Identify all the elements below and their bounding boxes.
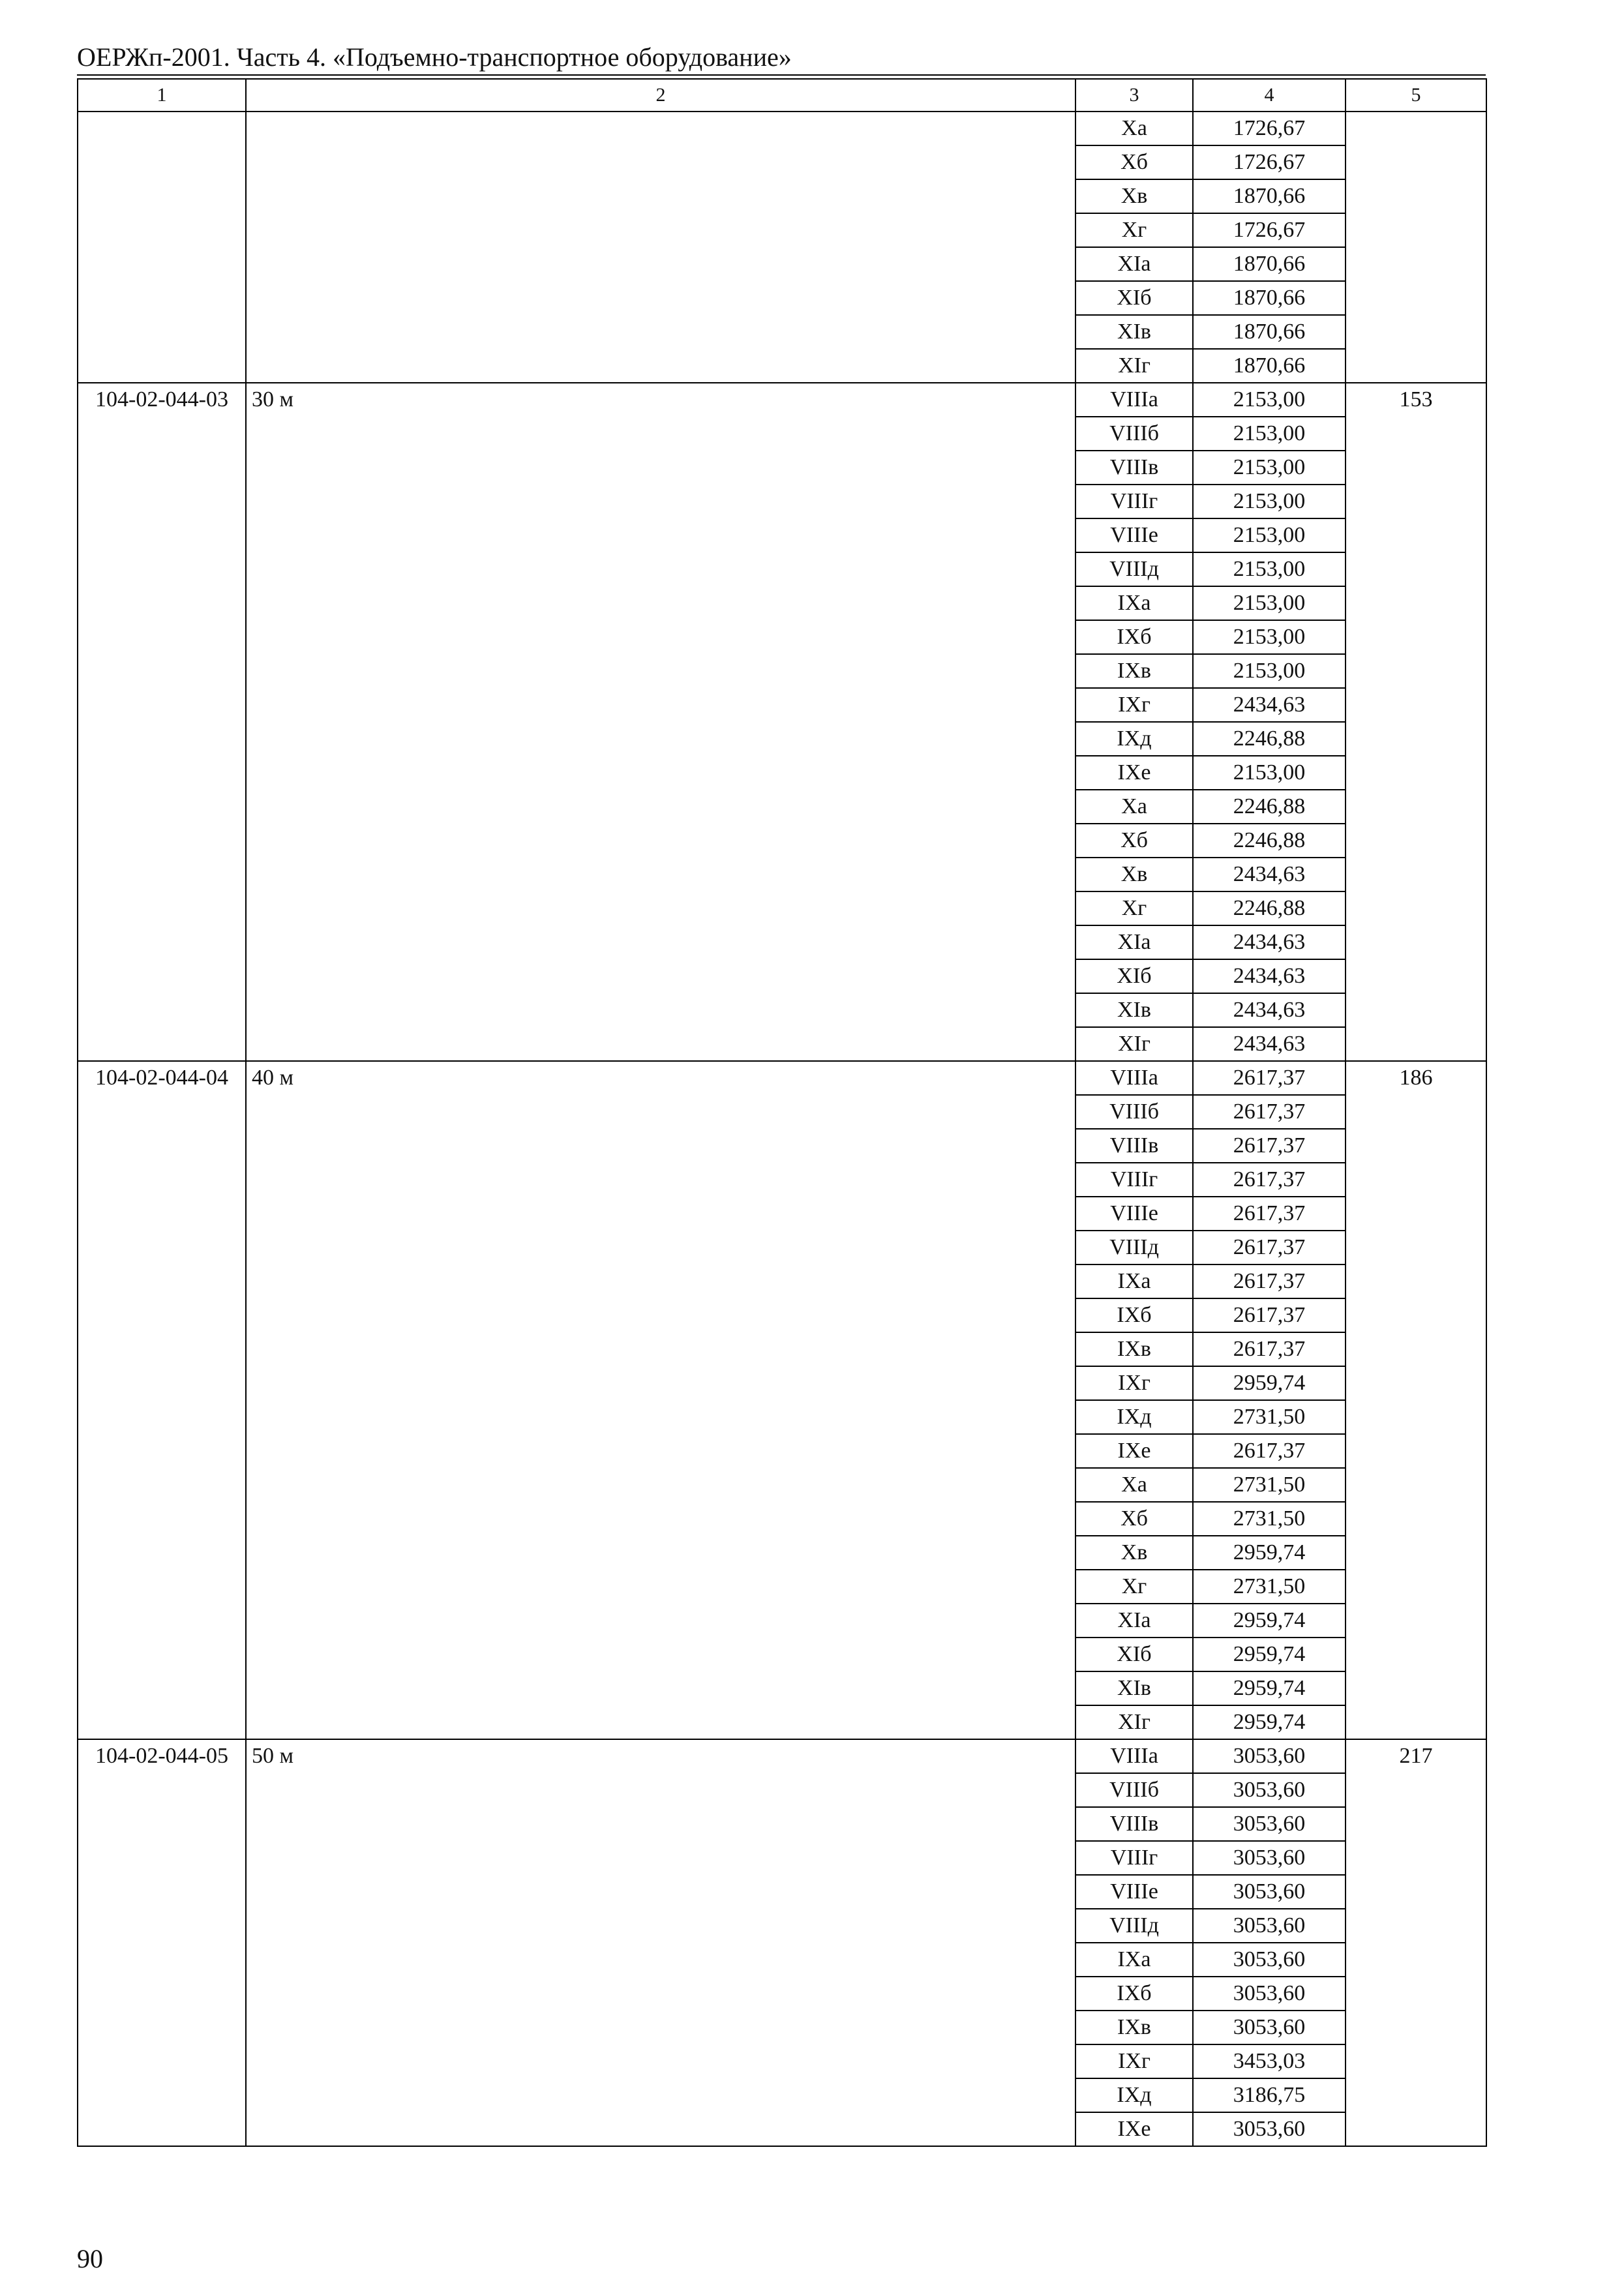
zone-cell: Xa <box>1075 112 1193 145</box>
price-cell: 2434,63 <box>1193 858 1346 891</box>
price-cell: 2959,74 <box>1193 1366 1346 1400</box>
zone-cell: VIIIд <box>1075 1909 1193 1943</box>
zone-cell: XIв <box>1075 1671 1193 1705</box>
price-cell: 1870,66 <box>1193 349 1346 383</box>
price-cell: 2617,37 <box>1193 1332 1346 1366</box>
price-cell: 3053,60 <box>1193 1977 1346 2011</box>
zone-cell: VIIIб <box>1075 417 1193 451</box>
price-cell: 2617,37 <box>1193 1095 1346 1129</box>
price-cell: 2153,00 <box>1193 552 1346 586</box>
table-body <box>78 112 1486 2146</box>
rates-table <box>77 78 1487 2147</box>
price-cell: 3053,60 <box>1193 1943 1346 1977</box>
price-cell: 2153,00 <box>1193 383 1346 417</box>
zone-cell: IXв <box>1075 1332 1193 1366</box>
zone-cell: Xб <box>1075 824 1193 858</box>
rate-code-cell: 104-02-044-04 <box>78 1061 246 1739</box>
price-cell: 2959,74 <box>1193 1705 1346 1739</box>
zone-cell: VIIIe <box>1075 1875 1193 1909</box>
price-cell: 2617,37 <box>1193 1231 1346 1264</box>
zone-cell: VIIIг <box>1075 1163 1193 1197</box>
price-cell: 3186,75 <box>1193 2078 1346 2112</box>
price-cell: 1726,67 <box>1193 145 1346 179</box>
price-cell: 2617,37 <box>1193 1129 1346 1163</box>
price-cell: 2731,50 <box>1193 1502 1346 1536</box>
zone-cell: VIIIг <box>1075 1841 1193 1875</box>
price-cell: 2959,74 <box>1193 1671 1346 1705</box>
table-row <box>78 1739 1486 1773</box>
price-cell: 2434,63 <box>1193 688 1346 722</box>
rate-code-cell: 104-02-044-03 <box>78 383 246 1061</box>
zone-cell: VIIIд <box>1075 1231 1193 1264</box>
column-header-3: 3 <box>1075 79 1193 112</box>
zone-cell: XIa <box>1075 1604 1193 1638</box>
zone-cell: Xв <box>1075 179 1193 213</box>
description-cell: 50 м <box>246 1739 1075 2146</box>
price-cell: 3053,60 <box>1193 1909 1346 1943</box>
price-cell: 2153,00 <box>1193 485 1346 518</box>
zone-cell: IXб <box>1075 620 1193 654</box>
price-cell: 2617,37 <box>1193 1061 1346 1095</box>
zone-cell: IXг <box>1075 1366 1193 1400</box>
table-row <box>78 112 1486 145</box>
zone-cell: VIIIг <box>1075 485 1193 518</box>
zone-cell: IXв <box>1075 654 1193 688</box>
zone-cell: IXб <box>1075 1298 1193 1332</box>
price-cell: 3053,60 <box>1193 1739 1346 1773</box>
price-cell: 2153,00 <box>1193 756 1346 790</box>
price-cell: 1870,66 <box>1193 281 1346 315</box>
zone-cell: Xв <box>1075 858 1193 891</box>
price-cell: 1726,67 <box>1193 213 1346 247</box>
column-header-1: 1 <box>78 79 246 112</box>
zone-cell: IXe <box>1075 2112 1193 2146</box>
zone-cell: IXг <box>1075 2044 1193 2078</box>
price-cell: 2153,00 <box>1193 620 1346 654</box>
price-cell: 2617,37 <box>1193 1434 1346 1468</box>
zone-cell: Xa <box>1075 790 1193 824</box>
price-cell: 2246,88 <box>1193 824 1346 858</box>
column-header-4: 4 <box>1193 79 1346 112</box>
zone-cell: IXг <box>1075 688 1193 722</box>
price-cell: 3053,60 <box>1193 1841 1346 1875</box>
column-header-2: 2 <box>246 79 1075 112</box>
zone-cell: XIв <box>1075 993 1193 1027</box>
zone-cell: XIб <box>1075 281 1193 315</box>
zone-cell: XIa <box>1075 925 1193 959</box>
zone-cell: VIIIa <box>1075 1739 1193 1773</box>
price-cell: 3053,60 <box>1193 2011 1346 2044</box>
weight-cell <box>1346 112 1486 383</box>
column-header-5: 5 <box>1346 79 1486 112</box>
price-cell: 1870,66 <box>1193 247 1346 281</box>
price-cell: 2246,88 <box>1193 722 1346 756</box>
zone-cell: IXв <box>1075 2011 1193 2044</box>
zone-cell: Xб <box>1075 145 1193 179</box>
zone-cell: VIIIa <box>1075 383 1193 417</box>
zone-cell: Xб <box>1075 1502 1193 1536</box>
price-cell: 2153,00 <box>1193 586 1346 620</box>
zone-cell: VIIIб <box>1075 1773 1193 1807</box>
zone-cell: IXб <box>1075 1977 1193 2011</box>
zone-cell: Xa <box>1075 1468 1193 1502</box>
zone-cell: VIIIв <box>1075 1129 1193 1163</box>
zone-cell: XIб <box>1075 959 1193 993</box>
zone-cell: VIIIв <box>1075 1807 1193 1841</box>
price-cell: 3453,03 <box>1193 2044 1346 2078</box>
price-cell: 2617,37 <box>1193 1197 1346 1231</box>
price-cell: 2731,50 <box>1193 1400 1346 1434</box>
weight-cell: 153 <box>1346 383 1486 1061</box>
zone-cell: XIг <box>1075 349 1193 383</box>
price-cell: 2617,37 <box>1193 1163 1346 1197</box>
page-header: ОЕРЖп-2001. Часть 4. «Подъемно-транспортное оборудование» <box>77 42 1486 76</box>
table-row <box>78 383 1486 417</box>
price-cell: 1726,67 <box>1193 112 1346 145</box>
zone-cell: Xв <box>1075 1536 1193 1570</box>
zone-cell: VIIIб <box>1075 1095 1193 1129</box>
page-number: 90 <box>77 2244 103 2273</box>
price-cell: 2153,00 <box>1193 417 1346 451</box>
zone-cell: IXд <box>1075 722 1193 756</box>
description-cell: 30 м <box>246 383 1075 1061</box>
price-cell: 2959,74 <box>1193 1604 1346 1638</box>
zone-cell: VIIIд <box>1075 552 1193 586</box>
column-number-row <box>78 79 1486 112</box>
zone-cell: XIг <box>1075 1027 1193 1061</box>
zone-cell: IXд <box>1075 2078 1193 2112</box>
zone-cell: XIa <box>1075 247 1193 281</box>
price-cell: 3053,60 <box>1193 1773 1346 1807</box>
price-cell: 2617,37 <box>1193 1298 1346 1332</box>
zone-cell: XIв <box>1075 315 1193 349</box>
price-cell: 1870,66 <box>1193 315 1346 349</box>
zone-cell: Xг <box>1075 1570 1193 1604</box>
price-cell: 2246,88 <box>1193 891 1346 925</box>
price-cell: 3053,60 <box>1193 1875 1346 1909</box>
price-cell: 2731,50 <box>1193 1468 1346 1502</box>
price-cell: 2434,63 <box>1193 1027 1346 1061</box>
price-cell: 2731,50 <box>1193 1570 1346 1604</box>
rate-code-cell: 104-02-044-05 <box>78 1739 246 2146</box>
price-cell: 2617,37 <box>1193 1264 1346 1298</box>
weight-cell: 186 <box>1346 1061 1486 1739</box>
zone-cell: IXa <box>1075 1264 1193 1298</box>
price-cell: 2434,63 <box>1193 925 1346 959</box>
zone-cell: Xг <box>1075 891 1193 925</box>
price-cell: 2246,88 <box>1193 790 1346 824</box>
price-cell: 2959,74 <box>1193 1536 1346 1570</box>
price-cell: 2153,00 <box>1193 654 1346 688</box>
description-cell <box>246 112 1075 383</box>
zone-cell: IXa <box>1075 1943 1193 1977</box>
weight-cell: 217 <box>1346 1739 1486 2146</box>
price-cell: 2153,00 <box>1193 451 1346 485</box>
zone-cell: VIIIв <box>1075 451 1193 485</box>
zone-cell: XIг <box>1075 1705 1193 1739</box>
zone-cell: IXд <box>1075 1400 1193 1434</box>
zone-cell: IXe <box>1075 1434 1193 1468</box>
zone-cell: VIIIe <box>1075 518 1193 552</box>
rate-code-cell <box>78 112 246 383</box>
price-cell: 3053,60 <box>1193 2112 1346 2146</box>
zone-cell: Xг <box>1075 213 1193 247</box>
price-cell: 2153,00 <box>1193 518 1346 552</box>
price-cell: 2959,74 <box>1193 1638 1346 1671</box>
zone-cell: IXa <box>1075 586 1193 620</box>
zone-cell: VIIIa <box>1075 1061 1193 1095</box>
price-cell: 1870,66 <box>1193 179 1346 213</box>
price-cell: 3053,60 <box>1193 1807 1346 1841</box>
zone-cell: XIб <box>1075 1638 1193 1671</box>
zone-cell: VIIIe <box>1075 1197 1193 1231</box>
price-cell: 2434,63 <box>1193 993 1346 1027</box>
zone-cell: IXe <box>1075 756 1193 790</box>
table-row <box>78 1061 1486 1095</box>
description-cell: 40 м <box>246 1061 1075 1739</box>
price-cell: 2434,63 <box>1193 959 1346 993</box>
